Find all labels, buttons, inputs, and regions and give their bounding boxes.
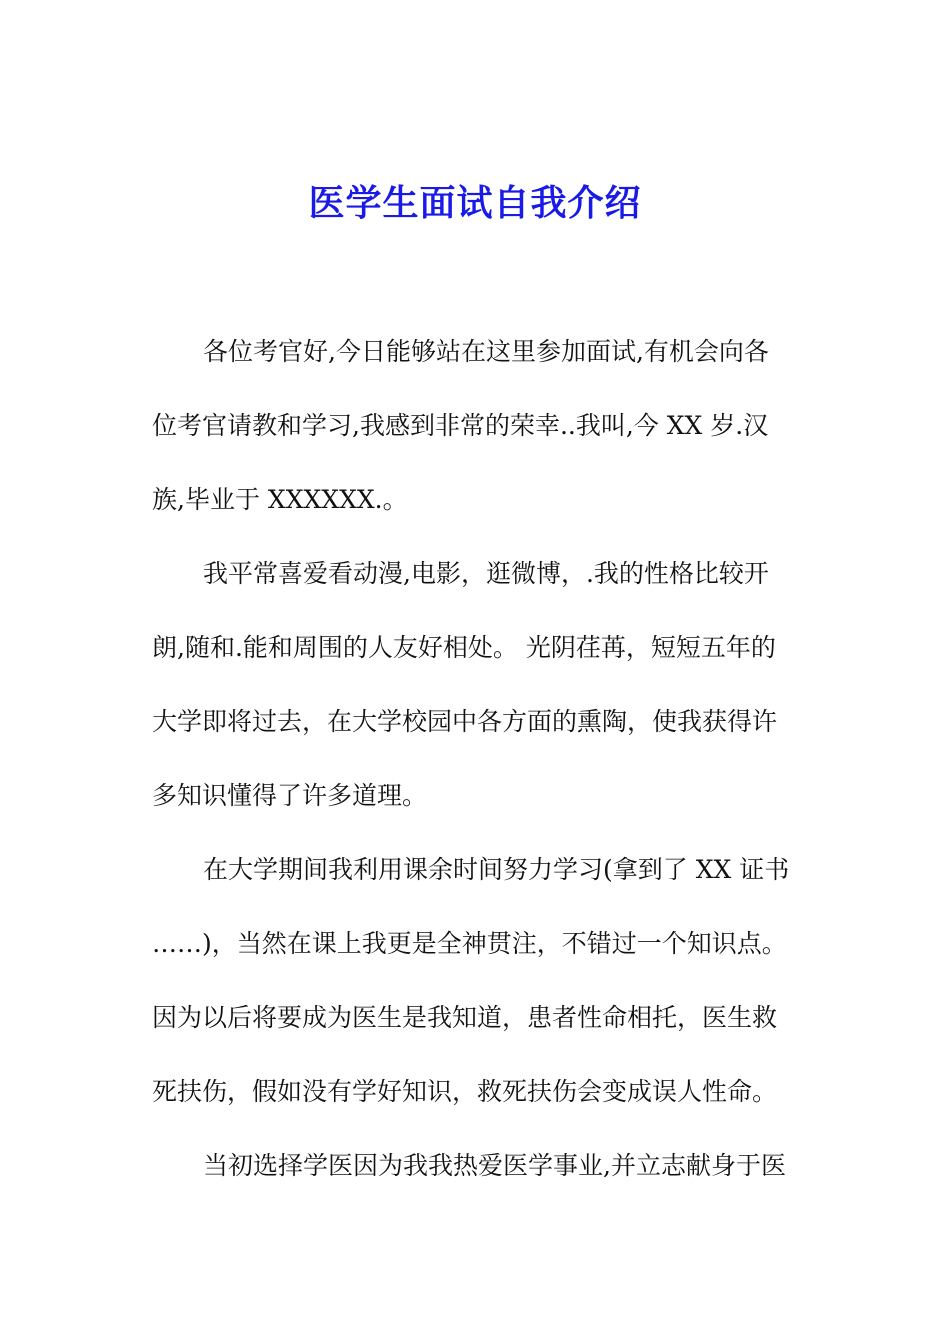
paragraph-3-line-4: 死扶伤，假如没有学好知识，救死扶伤会变成误人性命。: [152, 1077, 778, 1106]
paragraph-1-line-1: 各位考官好,今日能够站在这里参加面试,有机会向各: [203, 337, 769, 366]
paragraph-2-line-2: 朗,随和.能和周围的人友好相处。 光阴荏苒，短短五年的: [152, 633, 776, 662]
paragraph-3-line-3: 因为以后将要成为医生是我知道，患者性命相托，医生救: [152, 1003, 778, 1032]
paragraph-1-line-3: 族,毕业于 XXXXXX.。: [152, 485, 408, 514]
paragraph-3-line-1: 在大学期间我利用课余时间努力学习(拿到了 XX 证书: [203, 855, 790, 884]
paragraph-2-line-3: 大学即将过去，在大学校园中各方面的熏陶，使我获得许: [152, 707, 778, 736]
paragraph-2-line-4: 多知识懂得了许多道理。: [152, 781, 428, 810]
paragraph-2-line-1: 我平常喜爱看动漫,电影，逛微博，.我的性格比较开: [203, 559, 769, 588]
document-title: 医学生面试自我介绍: [308, 182, 642, 224]
paragraph-4-line-1: 当初选择学医因为我我热爱医学事业,并立志献身于医: [203, 1151, 786, 1180]
paragraph-1-line-2: 位考官请教和学习,我感到非常的荣幸..我叫,今 XX 岁.汉: [152, 411, 769, 440]
paragraph-3-line-2: ……)，当然在课上我更是全神贯注，不错过一个知识点。: [152, 929, 787, 958]
